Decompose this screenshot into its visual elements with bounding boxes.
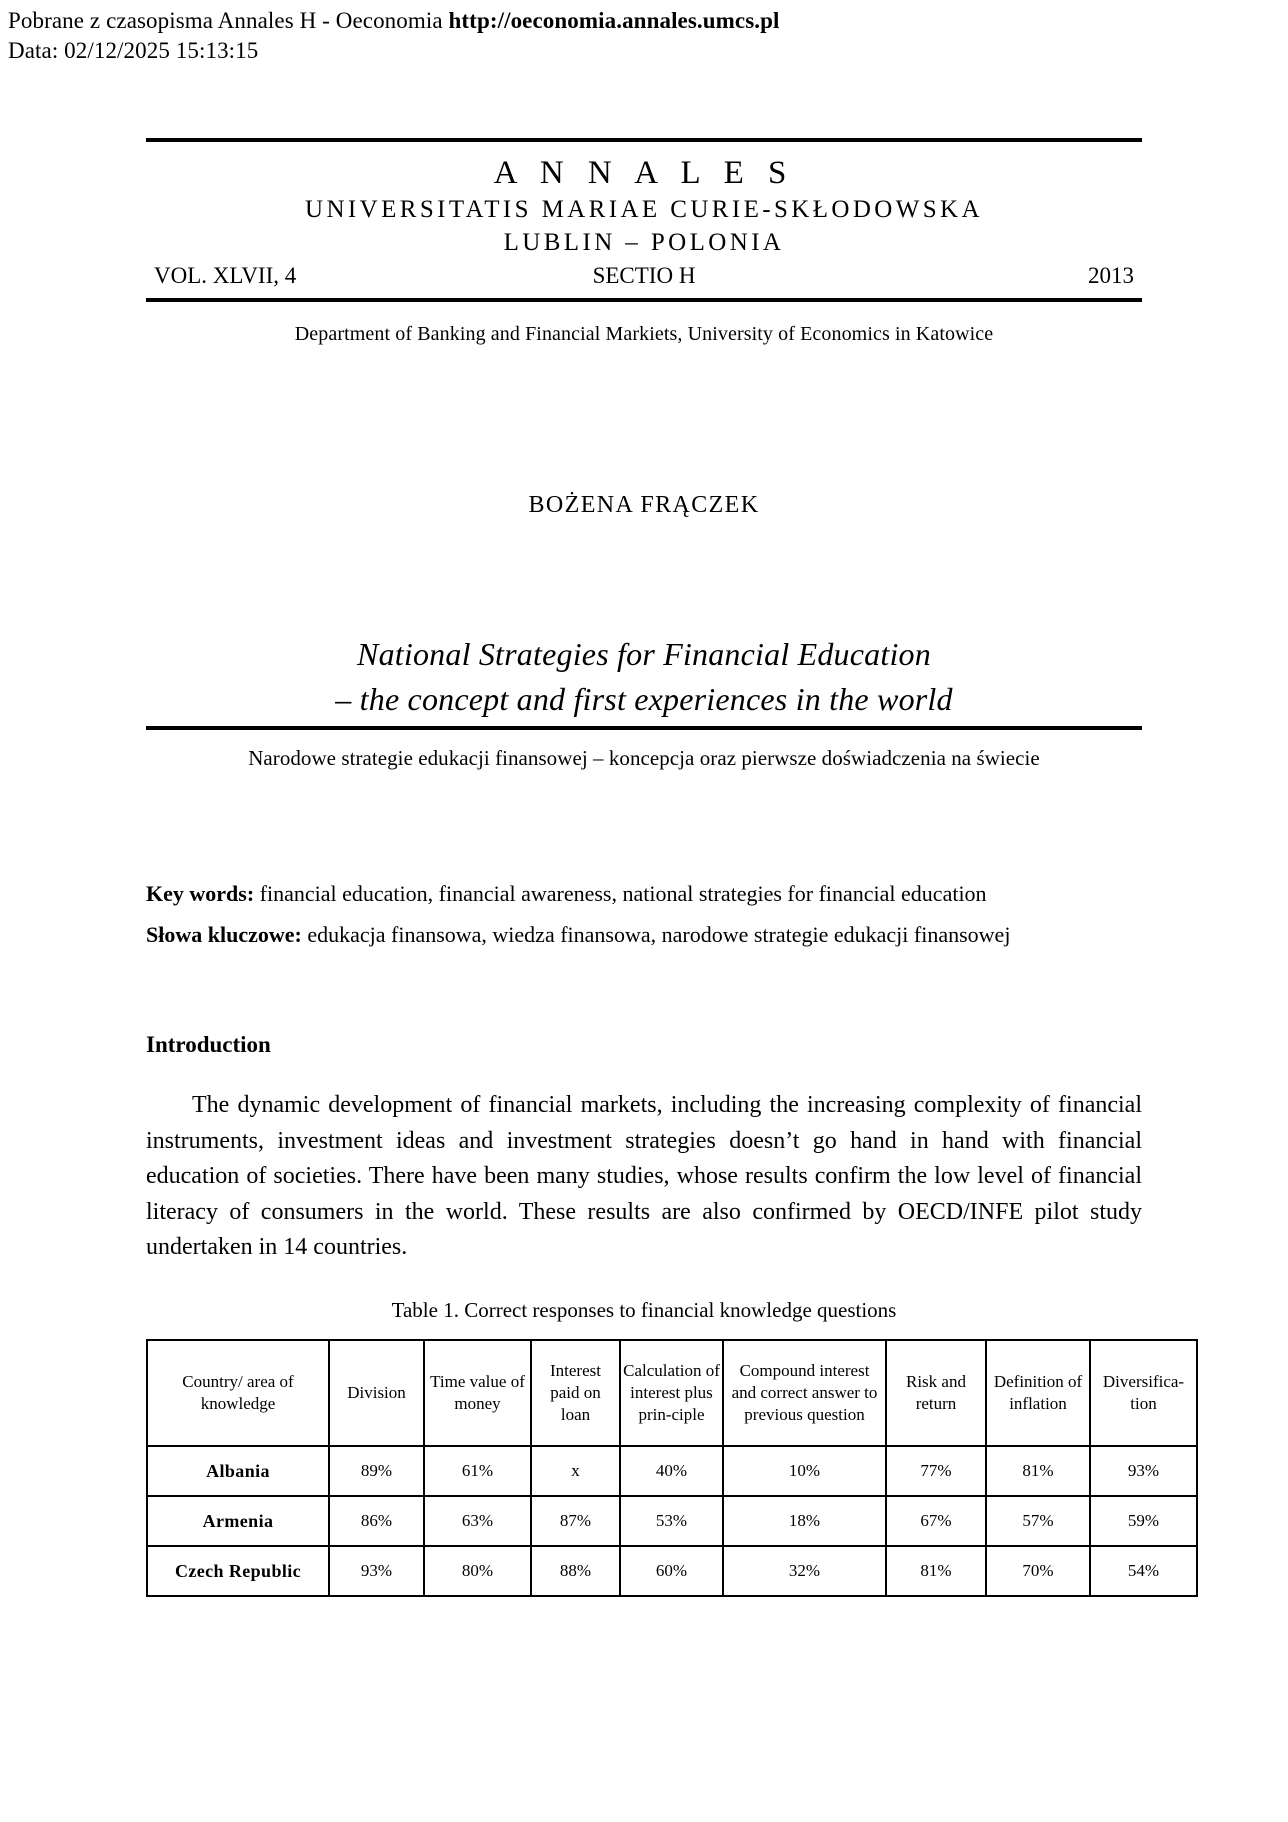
table-cell-value: 60% <box>620 1546 723 1596</box>
table-header-cell-calculation: Calculation of interest plus prin-ciple <box>620 1340 723 1446</box>
volume-row <box>146 259 1142 298</box>
keywords-english <box>146 873 1142 914</box>
article-title-line-2: – the concept and first experiences in the world <box>335 681 953 717</box>
table-header-cell-diversification: Diversifica-tion <box>1090 1340 1197 1446</box>
table-row <box>147 1496 1197 1546</box>
download-stamp-url: http://oeconomia.annales.umcs.pl <box>448 8 780 33</box>
table-body <box>147 1446 1197 1596</box>
keywords-english-value: financial education, financial awareness, national strategies for financial education <box>254 881 987 906</box>
table-header-cell-compound: Compound interest and correct answer to previous question <box>723 1340 886 1446</box>
table-cell-value: 93% <box>329 1546 424 1596</box>
table-cell-value: 57% <box>986 1496 1090 1546</box>
table-header-row <box>147 1340 1197 1446</box>
article-title-block <box>146 632 1142 730</box>
table-header-cell-risk-return: Risk and return <box>886 1340 986 1446</box>
table-header-cell-inflation: Definition of inflation <box>986 1340 1090 1446</box>
table-cell-value: 81% <box>886 1546 986 1596</box>
keywords-polish-value: edukacja finansowa, wiedza finansowa, narodowe strategie edukacji finansowej <box>301 922 1011 947</box>
journal-name: A N N A L E S <box>493 155 795 191</box>
table-cell-value: 80% <box>424 1546 531 1596</box>
keywords-polish-label: Słowa kluczowe: <box>146 922 302 947</box>
journal-masthead <box>146 138 1142 302</box>
author-name: BOŻENA FRĄCZEK <box>528 492 760 518</box>
table-header-cell-division: Division <box>329 1340 424 1446</box>
table-cell-value: x <box>531 1446 620 1496</box>
volume-number: VOL. XLVII, 4 <box>154 263 297 288</box>
table-cell-value: 70% <box>986 1546 1090 1596</box>
article-subtitle-polish: Narodowe strategie edukacji finansowej – koncepcja oraz pierwsze doświadczenia na świecie <box>248 746 1040 770</box>
keywords-polish <box>146 914 1142 955</box>
section-heading-introduction: Introduction <box>146 1032 271 1057</box>
table-header <box>147 1340 1197 1446</box>
publication-year: 2013 <box>1088 263 1135 288</box>
table-cell-country: Albania <box>147 1446 329 1496</box>
table-cell-value: 81% <box>986 1446 1090 1496</box>
journal-place: LUBLIN – POLONIA <box>503 229 785 256</box>
author-affiliation: Department of Banking and Financial Markiets, University of Economics in Katowice <box>294 323 994 345</box>
table-cell-value: 63% <box>424 1496 531 1546</box>
table-cell-value: 59% <box>1090 1496 1197 1546</box>
table-cell-value: 40% <box>620 1446 723 1496</box>
introduction-paragraph: The dynamic development of financial markets, including the increasing complexity of financial instruments, investment ideas and investment strategies doesn’t go hand in hand with financial education of societies. There have been many studies, whose results confirm the low level of financial literacy of consumers in the world. These results are also confirmed by OECD/INFE pilot study undertaken in 14 countries. <box>146 1092 1142 1260</box>
table-caption: Table 1. Correct responses to financial knowledge questions <box>391 1297 897 1322</box>
article-title-line-1: National Strategies for Financial Education <box>357 636 931 672</box>
table-row <box>147 1446 1197 1496</box>
financial-knowledge-table <box>146 1339 1198 1597</box>
table-cell-value: 86% <box>329 1496 424 1546</box>
table-cell-value: 54% <box>1090 1546 1197 1596</box>
table-cell-value: 88% <box>531 1546 620 1596</box>
table-cell-country: Armenia <box>147 1496 329 1546</box>
table-cell-value: 18% <box>723 1496 886 1546</box>
table-cell-value: 61% <box>424 1446 531 1496</box>
table-cell-value: 67% <box>886 1496 986 1546</box>
table-cell-value: 89% <box>329 1446 424 1496</box>
table-cell-value: 10% <box>723 1446 886 1496</box>
table-cell-value: 32% <box>723 1546 886 1596</box>
page-content <box>146 0 1185 1597</box>
table-cell-value: 53% <box>620 1496 723 1546</box>
table-row <box>147 1546 1197 1596</box>
sectio-label: SECTIO H <box>592 263 696 288</box>
table-header-cell-interest-paid: Interest paid on loan <box>531 1340 620 1446</box>
table-cell-value: 87% <box>531 1496 620 1546</box>
university-name: UNIVERSITATIS MARIAE CURIE-SKŁODOWSKA <box>305 196 983 223</box>
table-cell-value: 93% <box>1090 1446 1197 1496</box>
download-stamp-source: Pobrane z czasopisma Annales H - Oeconomia <box>8 8 449 33</box>
table-cell-country: Czech Republic <box>147 1546 329 1596</box>
table-header-cell-country: Country/ area of knowledge <box>147 1340 329 1446</box>
table-header-cell-time-value: Time value of money <box>424 1340 531 1446</box>
keywords-english-label: Key words: <box>146 881 255 906</box>
table-cell-value: 77% <box>886 1446 986 1496</box>
download-stamp-date: Data: 02/12/2025 15:13:15 <box>8 38 259 63</box>
keywords-block <box>146 873 1142 955</box>
